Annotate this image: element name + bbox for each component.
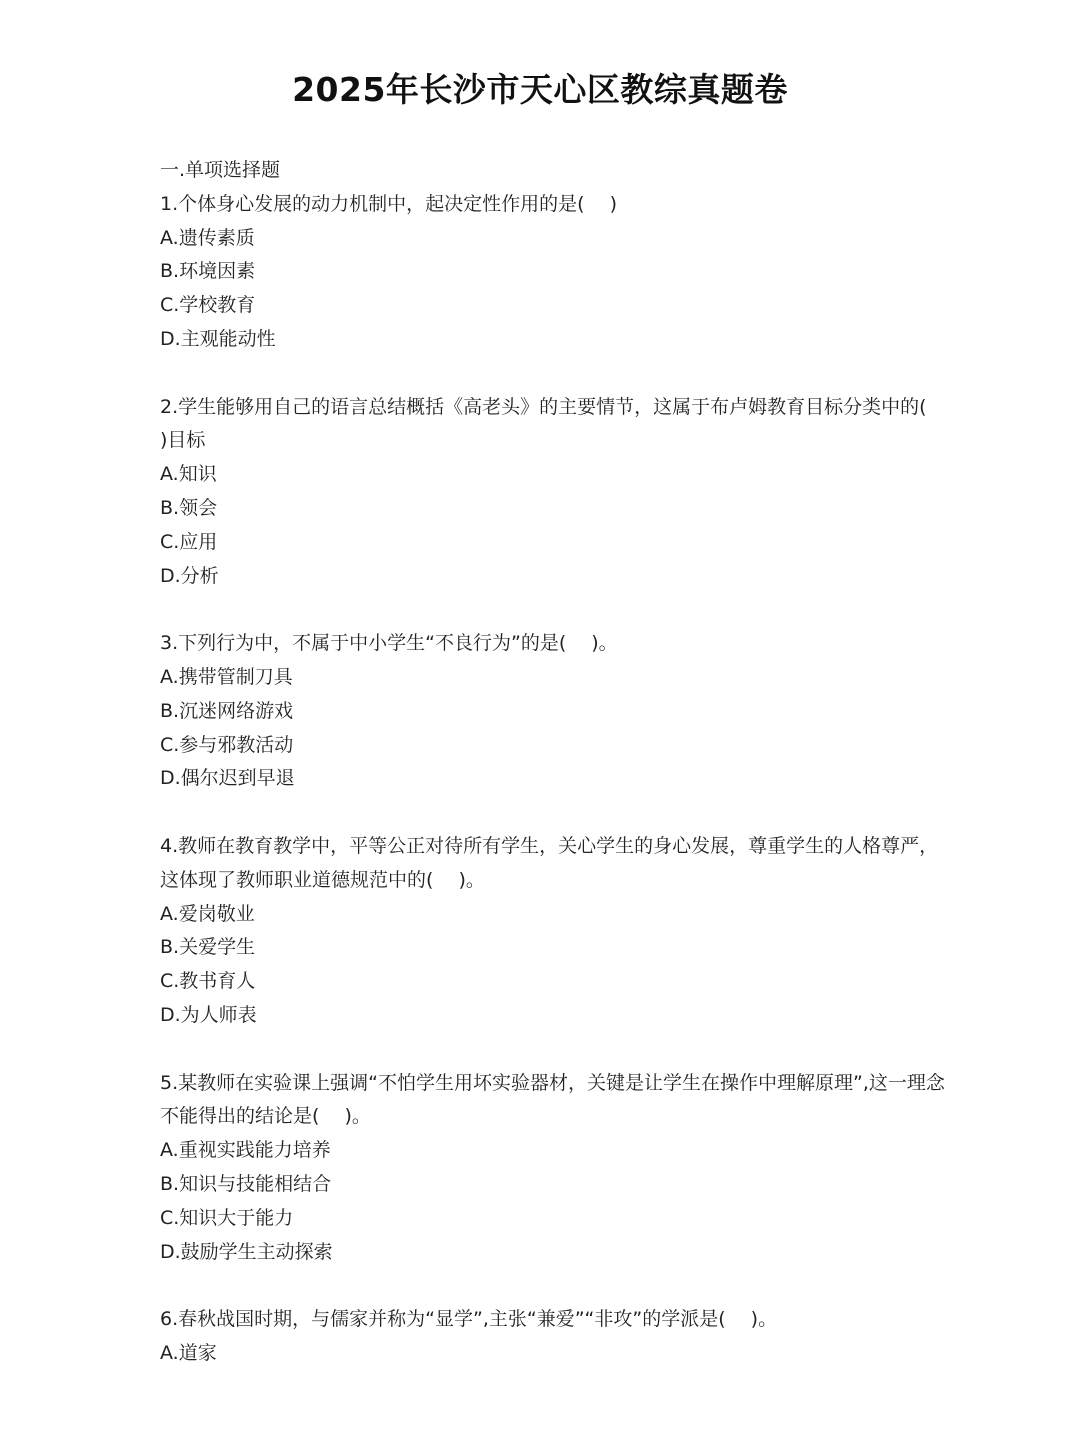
question-1 — [160, 188, 950, 357]
question-6 — [160, 1303, 950, 1371]
option-a: A.重视实践能力培养 — [160, 1139, 331, 1162]
option-d: D.分析 — [160, 564, 219, 587]
question-text: 6.春秋战国时期，与儒家并称为“显学”,主张“兼爱”“非攻”的学派是( )。 — [160, 1308, 778, 1331]
option-d: D.鼓励学生主动探索 — [160, 1240, 333, 1263]
exam-content — [160, 154, 950, 1371]
section-heading: 一.单项选择题 — [160, 159, 281, 181]
question-2 — [160, 391, 950, 594]
question-text: 5.某教师在实验课上强调“不怕学生用坏实验器材，关键是让学生在操作中理解原理”,这一理念不能得出的结论是( )。 — [160, 1071, 945, 1128]
option-a: A.遗传素质 — [160, 226, 255, 249]
option-c: C.教书育人 — [160, 970, 256, 993]
option-a: A.爱岗敬业 — [160, 902, 255, 925]
option-c: C.参与邪教活动 — [160, 733, 294, 756]
option-b: B.领会 — [160, 496, 218, 519]
option-d: D.为人师表 — [160, 1003, 257, 1026]
question-text: 3.下列行为中，不属于中小学生“不良行为”的是( )。 — [160, 632, 618, 655]
option-a: A.道家 — [160, 1341, 217, 1364]
option-b: B.知识与技能相结合 — [160, 1172, 332, 1195]
option-b: B.环境因素 — [160, 260, 256, 283]
option-c: C.知识大于能力 — [160, 1206, 294, 1229]
question-text: 1.个体身心发展的动力机制中，起决定性作用的是( ) — [160, 192, 617, 215]
question-4 — [160, 830, 950, 1033]
question-text: 2.学生能够用自己的语言总结概括《高老头》的主要情节，这属于布卢姆教育目标分类中的( )目标 — [160, 395, 952, 452]
question-text: 4.教师在教育教学中，平等公正对待所有学生，关心学生的身心发展，尊重学生的人格尊严，这体现了教师职业道德规范中的( )。 — [160, 834, 939, 891]
question-3 — [160, 627, 950, 796]
page-title: 2025年长沙市天心区教综真题卷 — [292, 70, 788, 109]
option-b: B.关爱学生 — [160, 936, 256, 959]
option-a: A.知识 — [160, 463, 217, 486]
option-d: D.主观能动性 — [160, 327, 276, 350]
option-a: A.携带管制刀具 — [160, 665, 293, 688]
option-b: B.沉迷网络游戏 — [160, 699, 294, 722]
option-d: D.偶尔迟到早退 — [160, 767, 295, 790]
question-5 — [160, 1067, 950, 1270]
option-c: C.应用 — [160, 530, 218, 553]
option-c: C.学校教育 — [160, 294, 256, 317]
